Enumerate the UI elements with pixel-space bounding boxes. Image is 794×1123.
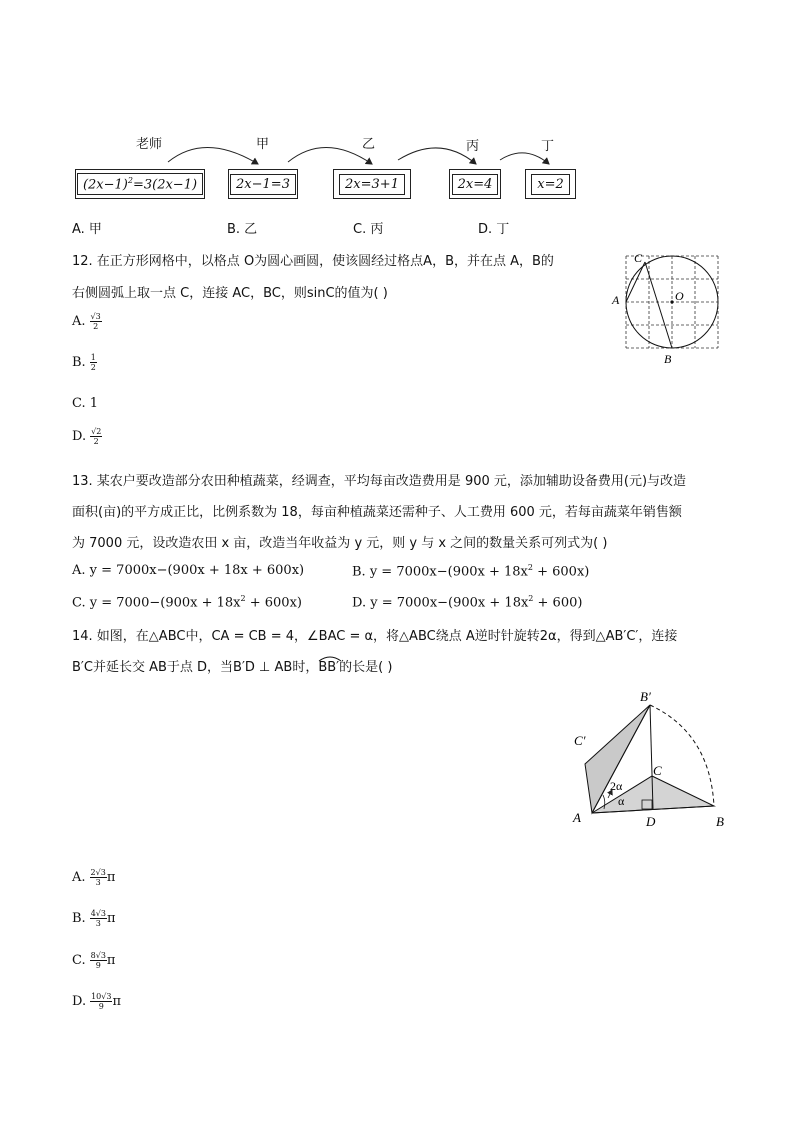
label-alpha: α (618, 794, 625, 808)
q14-line-2: B′C并延长交 AB于点 D，当B′D ⊥ AB时， BB′的长是( ) (72, 656, 392, 675)
q13-line-2: 面积(亩)的平方成正比，比例系数为 18，每亩种植蔬菜还需种子、人工费用 600 元，若每亩蔬菜年销售额 (72, 505, 682, 520)
q14-option-a[interactable]: A. $\frac{2√3}{3}$ π (72, 868, 116, 887)
q12-option-d[interactable]: D. $\frac{√2}{2}$ (72, 427, 102, 446)
step-box-3: 2x=4 (449, 169, 501, 199)
q11-option-c[interactable]: C. 丙 (353, 222, 384, 237)
label-two-alpha: 2α (610, 779, 623, 793)
arrow-jia-yi (288, 147, 372, 164)
q11-option-b[interactable]: B. 乙 (227, 222, 258, 237)
arrow-teacher-jia (168, 147, 258, 164)
q14-option-c[interactable]: C. $\frac{8√3}{9}$ π (72, 951, 116, 970)
q12-line-2: 右侧圆弧上取一点 C，连接 AC，BC，则sinC的值为( ) (72, 286, 388, 301)
q11-option-a[interactable]: A. 甲 (72, 222, 102, 237)
step-box-0: $(2x-1)^2=3(2x-1)$ (75, 169, 205, 199)
label-b: B (716, 814, 724, 829)
arrow-yi-bing (398, 148, 476, 164)
step-box-1: 2x−1=3 (228, 169, 298, 199)
label-yi: 乙 (362, 137, 376, 152)
q11-option-d[interactable]: D. 丁 (478, 222, 510, 237)
q14-line-1: 14. 如图，在△ABC中，CA = CB = 4，∠BAC = α，将△ABC绕点 A逆时针旋转2α，得到△AB′C′，连接 (72, 629, 678, 644)
label-bing: 丙 (466, 139, 480, 154)
q13-option-b[interactable]: B. $y = 7000x-(900x + 18x^2 + 600x)$ (352, 563, 590, 580)
label-c-prime: C′ (574, 733, 586, 748)
label-teacher: 老师 (136, 137, 163, 152)
segment-ac (626, 262, 645, 302)
label-d: D (646, 814, 656, 829)
segment-bc (645, 262, 672, 348)
q12-option-c[interactable]: C. 1 (72, 396, 99, 411)
q13-option-c[interactable]: C. $y = 7000-(900x + 18x^2 + 600x)$ (72, 594, 302, 611)
q14-option-b[interactable]: B. $\frac{4√3}{3}$ π (72, 909, 116, 928)
label-jia: 甲 (256, 137, 270, 152)
q12-grid-figure (610, 248, 725, 368)
q12-option-a[interactable]: A. $\frac{√3}{2}$ (72, 312, 101, 331)
step-box-2: 2x=3+1 (333, 169, 411, 199)
q14-rotation-figure (570, 683, 730, 833)
point-o (670, 300, 673, 303)
label-ding: 丁 (541, 139, 555, 154)
label-a: A (573, 810, 581, 825)
label-b: B (664, 352, 672, 366)
label-a: A (612, 293, 620, 307)
label-b-prime: B′ (640, 689, 651, 704)
q13-option-d[interactable]: D. $y = 7000x-(900x + 18x^2 + 600)$ (352, 594, 583, 611)
label-c: C (653, 763, 662, 778)
q14-option-d[interactable]: D. $\frac{10√3}{9}$ π (72, 992, 122, 1011)
label-o: O (675, 289, 684, 303)
q12-line-1: 12. 在正方形网格中，以格点 O为圆心画圆，使该圆经过格点A，B，并在点 A，B的 (72, 254, 554, 269)
q13-option-a[interactable]: A. y = 7000x−(900x + 18x + 600x) (72, 563, 305, 578)
arc-mark-icon (318, 654, 342, 662)
q13-line-3: 为 7000 元，设改造农田 x 亩，改造当年收益为 y 元，则 y 与 x 之间的数量关系可列式为( ) (72, 536, 608, 551)
q13-line-1: 13. 某农户要改造部分农田种植蔬菜，经调查，平均每亩改造费用是 900 元，添加辅助设备费用(元)与改造 (72, 474, 687, 489)
q12-option-b[interactable]: B. $\frac{1}{2}$ (72, 353, 96, 372)
arrow-bing-ding (500, 153, 549, 164)
label-c: C (634, 251, 643, 265)
step-box-4: x=2 (525, 169, 576, 199)
